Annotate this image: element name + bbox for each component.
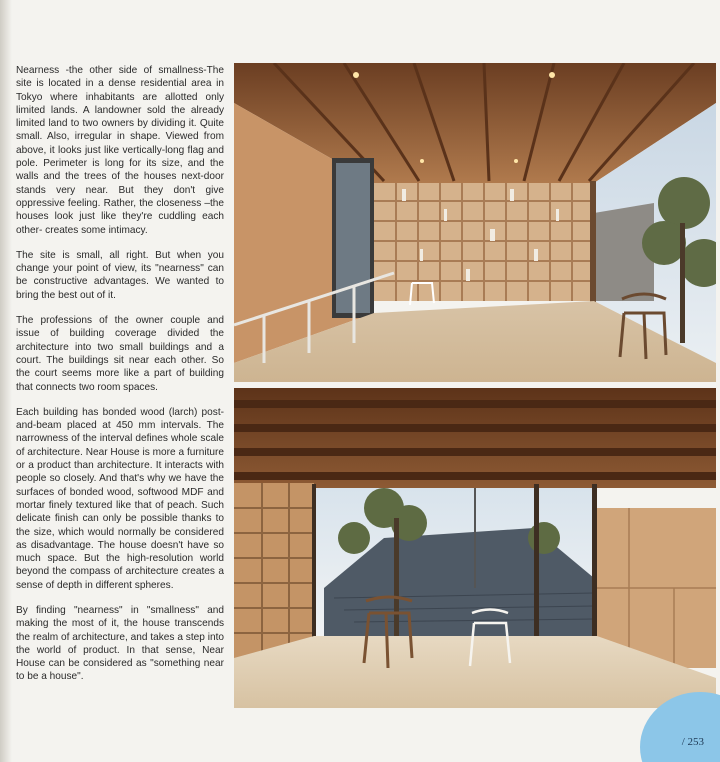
paragraph-3: The professions of the owner couple and issue of building coverage divided the architecture into two small buildings and a court. The buildings sit near each other. So the court seems more like a part of building that connects two room spaces.: [16, 315, 224, 393]
paragraph-5: By finding "nearness" in "smallness" and making the most of it, the house transcends the realm of architecture, and takes a step into the world of product. In that sense, Near House can be considered as "something near to be a house".: [16, 604, 224, 683]
gutter-shadow: [0, 0, 12, 762]
paragraph-4: Each building has bonded wood (larch) post-and-beam placed at 450 mm intervals. The narrowness of the interval defines whole scale of architecture. Near House is more a furniture or a product than architecture. It interacts with people so closely. And that's why we have the surfaces of bonded wood, softwood MDF and mortar finely textured like that of peach. Such delicate finish can only be possible thanks to the size, which would normally be considered as disadvantage. The house doesn't have so much space. But the high-resolution world beyond the compass of architecture creates a sense of depth in different spheres.: [16, 406, 224, 591]
paragraph-1: Nearness -the other side of smallness-The site is located in a dense residential area in Tokyo where inhabitants are allotted only limited lands. A landowner sold the already limited land to two owners by dividing it. Quite small. Also, irregular in shape. Viewed from above, it looks just like vertically-long flag and pole. Perimeter is long for its size, and the walls and the trees of the houses next-door stands very near. But they don't give oppressive feeling. Rather, the closeness –the houses look just like they're cuddling each other- creates some intimacy.: [16, 65, 224, 236]
interior-photo-bottom: [234, 388, 716, 708]
page-number: / 253: [681, 736, 704, 748]
body-text-column: [16, 64, 224, 696]
interior-photo-top: [234, 63, 716, 382]
paragraph-2: The site is small, all right. But when you change your point of view, its "nearness" can be constructive advantages. We wanted to bring the best out of it.: [16, 249, 224, 301]
